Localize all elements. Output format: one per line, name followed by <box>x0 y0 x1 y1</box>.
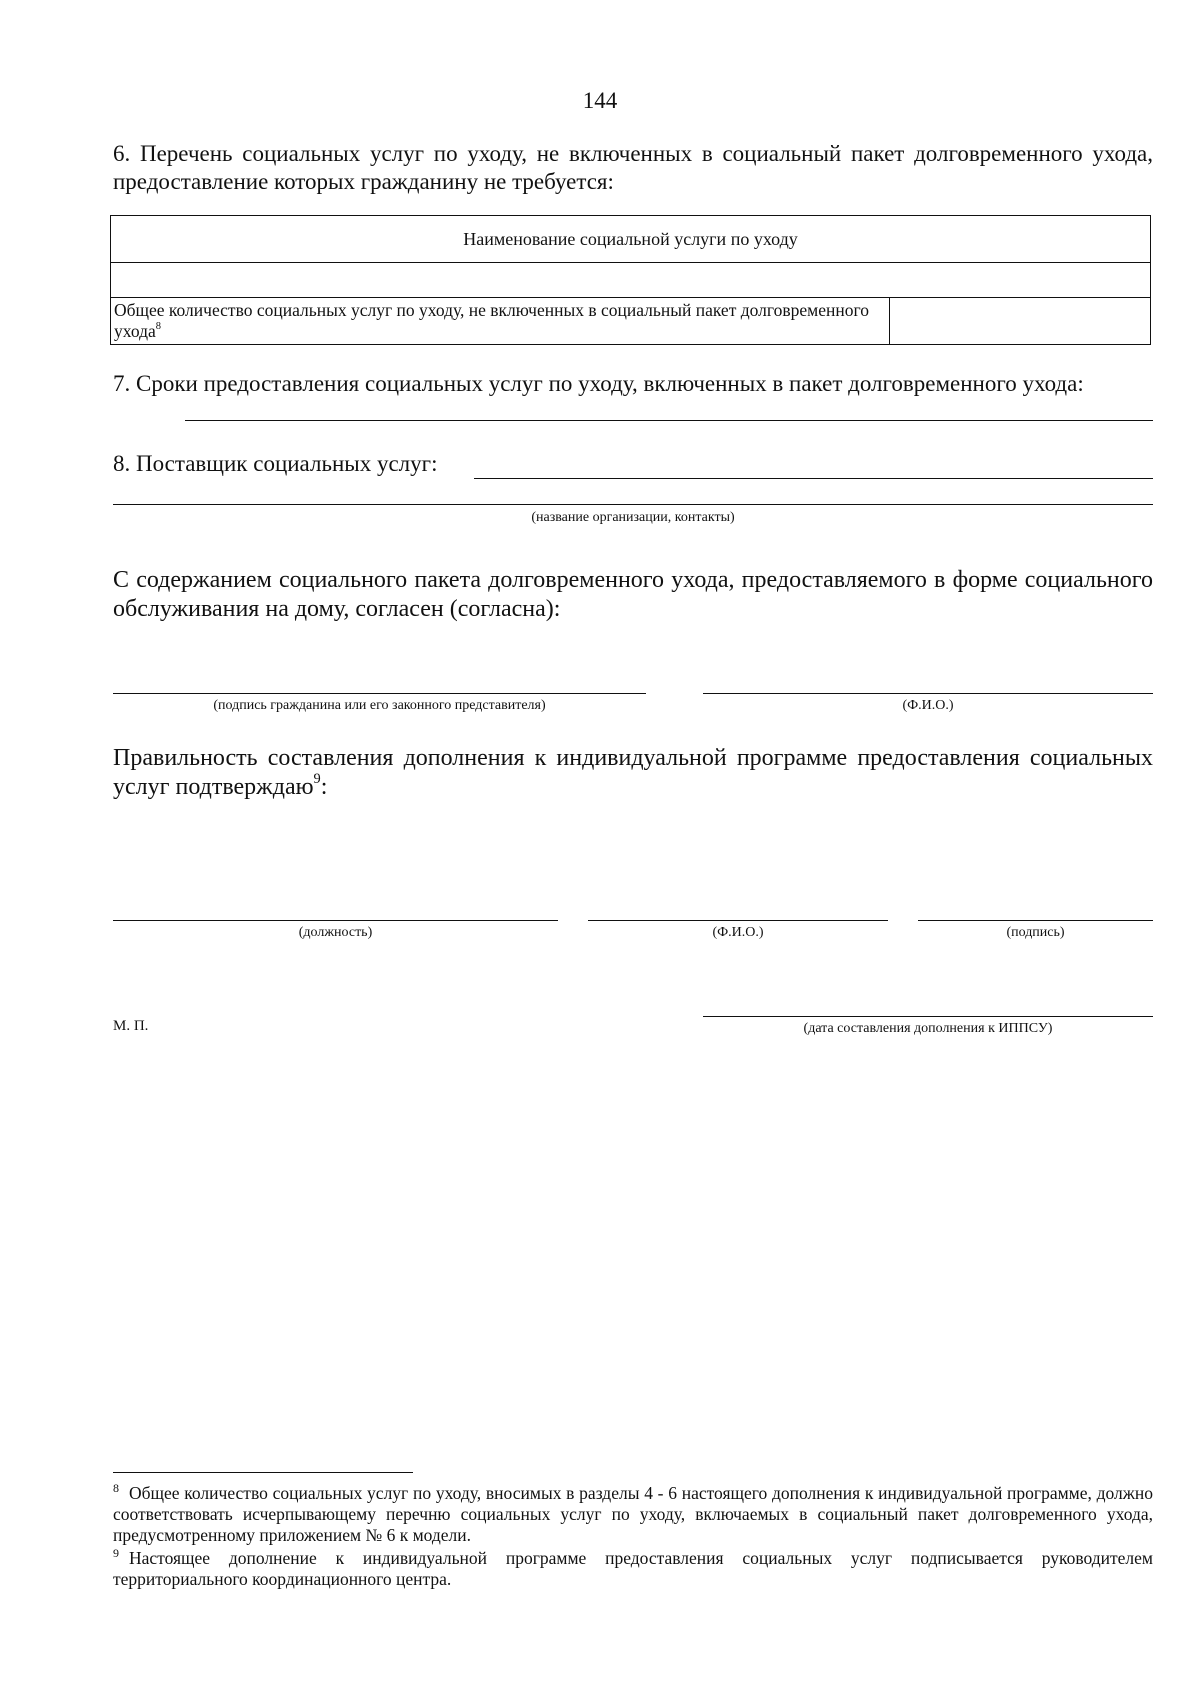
citizen-signature-line[interactable] <box>113 693 646 694</box>
citizen-signature-caption: (подпись гражданина или его законного представителя) <box>213 698 546 713</box>
table-total-value-cell[interactable] <box>889 298 1150 344</box>
officer-signature-line[interactable] <box>918 920 1153 921</box>
footnote-separator <box>113 1472 413 1473</box>
services-table <box>110 215 1151 345</box>
section-7-fill-line[interactable] <box>185 420 1153 421</box>
date-caption: (дата составления дополнения к ИППСУ) <box>803 1021 1053 1036</box>
table-total-row <box>111 298 1150 344</box>
table-row[interactable] <box>111 263 1150 298</box>
officer-fio-caption: (Ф.И.О.) <box>712 925 764 940</box>
position-caption: (должность) <box>298 925 373 940</box>
section-8-fill-line-2[interactable] <box>113 504 1153 505</box>
officer-fio-line[interactable] <box>588 920 888 921</box>
footnote-ref-9[interactable]: 9 <box>313 770 321 787</box>
position-line[interactable] <box>113 920 558 921</box>
section-7-text: 7. Сроки предоставления социальных услуг по уходу, включенных в пакет долговременного ухода: <box>113 371 1084 396</box>
page-number: 144 <box>582 88 618 113</box>
officer-signature-caption: (подпись) <box>1006 925 1065 940</box>
table-header: Наименование социальной услуги по уходу <box>111 216 1150 263</box>
citizen-fio-line[interactable] <box>703 693 1153 694</box>
consent-text: С содержанием социального пакета долговременного ухода, предоставляемого в форме социального обслуживания на дому, согласен (согласна): <box>113 567 1153 622</box>
footnote-9: $^9$ Настоящее дополнение к индивидуальной программе предоставления социальных услуг подписывается руководителем территориального координационного центра. <box>113 1546 1153 1589</box>
confirm-text: Правильность составления дополнения к индивидуальной программе предоставления социальных услуг подтверждаю$^9$: <box>113 745 1153 800</box>
citizen-fio-caption: (Ф.И.О.) <box>902 698 954 713</box>
footnote-ref-8[interactable]: 8 <box>155 320 162 332</box>
table-total-label: Общее количество социальных услуг по уходу, не включенных в социальный пакет долговременного ухода$^8$ <box>114 300 869 341</box>
date-line[interactable] <box>703 1016 1153 1017</box>
section-8-caption: (название организации, контакты) <box>531 510 735 525</box>
footnote-mark: 8 <box>113 1481 119 1496</box>
footnote-8: $^8$ Общее количество социальных услуг по уходу, вносимых в разделы 4 - 6 настоящего дополнения к индивидуальной программе, должно соответствовать исчерпывающему перечню социальных услуг по уходу, включаемых в социальный пакет долговременного ухода, предусмотренному приложением № 6 к модели. <box>113 1481 1153 1545</box>
section-8-text: 8. Поставщик социальных услуг: <box>113 451 438 476</box>
section-8-fill-line[interactable] <box>474 478 1153 479</box>
footnote-mark: 9 <box>113 1546 119 1561</box>
section-6-text: 6. Перечень социальных услуг по уходу, не включенных в социальный пакет долговременного ухода, предоставление которых гражданину не требуется: <box>113 141 1153 194</box>
stamp-place: М. П. <box>113 1018 149 1034</box>
